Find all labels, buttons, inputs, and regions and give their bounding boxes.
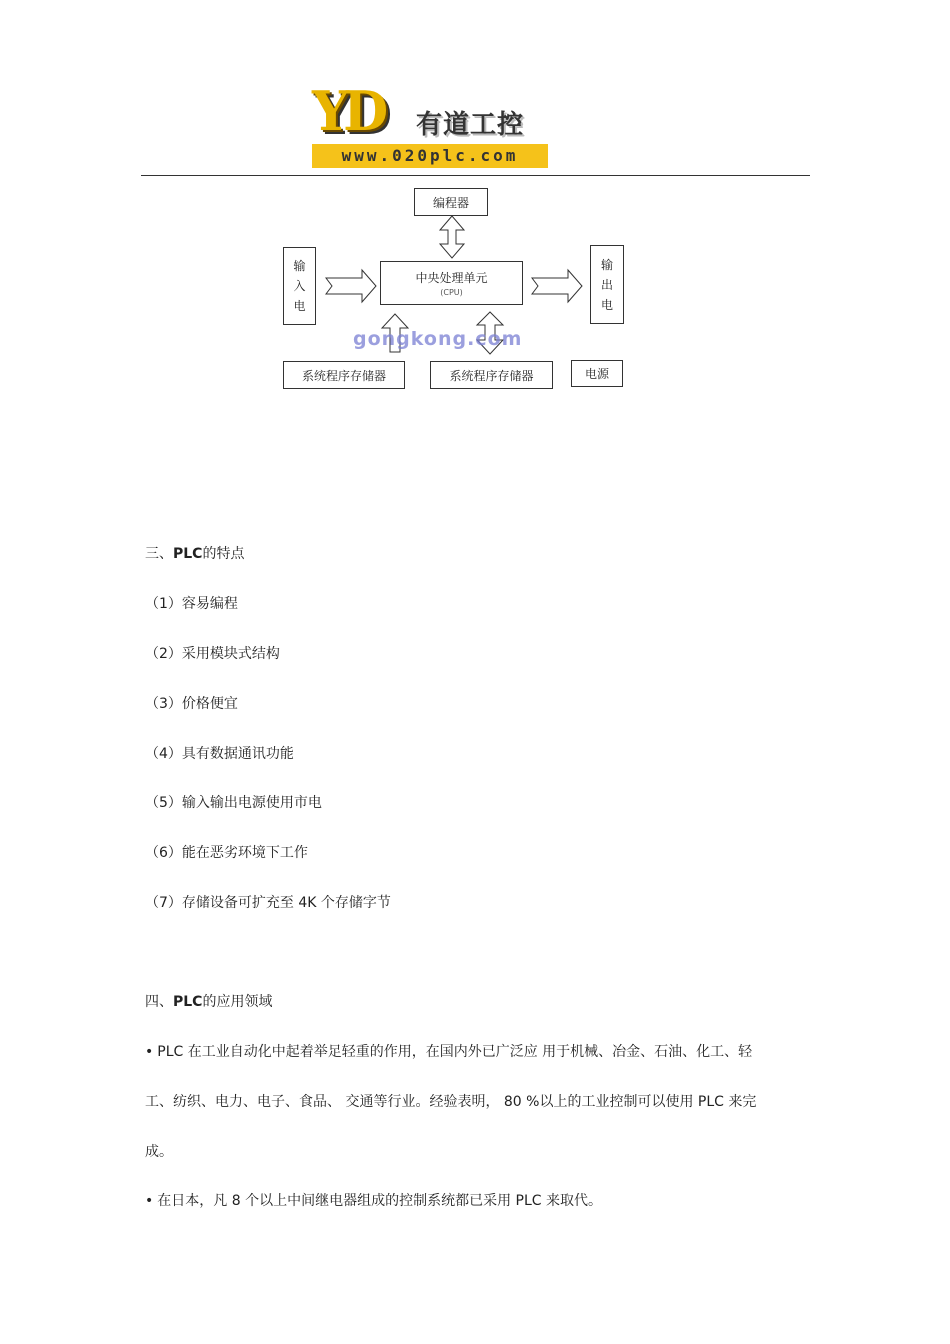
feature-item: （1）容易编程 (145, 596, 238, 612)
logo-url: www.020plc.com (312, 144, 548, 168)
feature-item: （7）存储设备可扩充至 4K 个存储字节 (145, 895, 391, 911)
system-program-memory-box (283, 361, 405, 389)
input-char: 电 (293, 299, 306, 313)
section4-heading (145, 991, 272, 1011)
watermark-text: gongkong.com (353, 328, 523, 350)
company-logo (312, 79, 548, 170)
header-divider (141, 175, 810, 176)
application-paragraph-line: 工、纺织、电力、电子、食品、 交通等行业。经验表明， 80 %以上的工业控制可以使用 PLC 来完 (145, 1094, 757, 1110)
feature-item: （4）具有数据通讯功能 (145, 746, 294, 762)
feature-item: （3）价格便宜 (145, 696, 238, 712)
logo-mark: YD (312, 79, 383, 144)
power-label: 电源 (584, 367, 609, 381)
programmer-cpu-arrow (440, 216, 464, 258)
storage-label: 系统程序存储器 (301, 368, 386, 383)
cpu-box (380, 261, 523, 305)
power-supply-box (571, 360, 623, 387)
bullet: • (145, 1193, 154, 1209)
heading-bold: PLC (173, 546, 203, 562)
input-char: 输 (293, 259, 306, 273)
application-paragraph-line (145, 1190, 602, 1210)
input-box (283, 247, 316, 325)
application-paragraph-line: 成。 (145, 1144, 173, 1160)
feature-item: （5）输入输出电源使用市电 (145, 795, 322, 811)
heading-suffix: 的应用领域 (202, 994, 273, 1010)
heading-suffix: 的特点 (202, 546, 245, 562)
feature-item: （6）能在恶劣环境下工作 (145, 845, 308, 861)
input-cpu-arrow (326, 270, 376, 302)
bullet: • (145, 1044, 154, 1060)
heading-bold: PLC (173, 994, 203, 1010)
output-char: 电 (600, 297, 613, 312)
heading-prefix: 三、 (145, 546, 173, 562)
paragraph-text: 在日本，凡 8 个以上中间继电器组成的控制系统都已采用 PLC 来取代。 (157, 1193, 602, 1209)
logo-name: 有道工控 (416, 110, 525, 140)
paragraph-text: PLC 在工业自动化中起着举足轻重的作用，在国内外已广泛应 用于机械、冶金、石油、化工、轻 (157, 1044, 753, 1060)
feature-item: （2）采用模块式结构 (145, 646, 280, 662)
application-paragraph-line (145, 1041, 752, 1061)
cpu-label: 中央处理单元 (415, 271, 488, 285)
system-program-memory-box (430, 361, 553, 389)
programmer-label: 编程器 (432, 195, 469, 210)
section3-heading (145, 543, 244, 563)
storage-label: 系统程序存储器 (449, 368, 534, 383)
input-char: 入 (293, 279, 306, 293)
heading-prefix: 四、 (145, 994, 173, 1010)
programmer-box (414, 188, 488, 216)
output-char: 出 (600, 277, 613, 292)
output-char: 输 (600, 257, 613, 272)
plc-structure-diagram (270, 180, 640, 400)
output-box (590, 245, 624, 324)
cpu-sub-label: (CPU) (440, 288, 463, 297)
cpu-output-arrow (532, 270, 582, 302)
